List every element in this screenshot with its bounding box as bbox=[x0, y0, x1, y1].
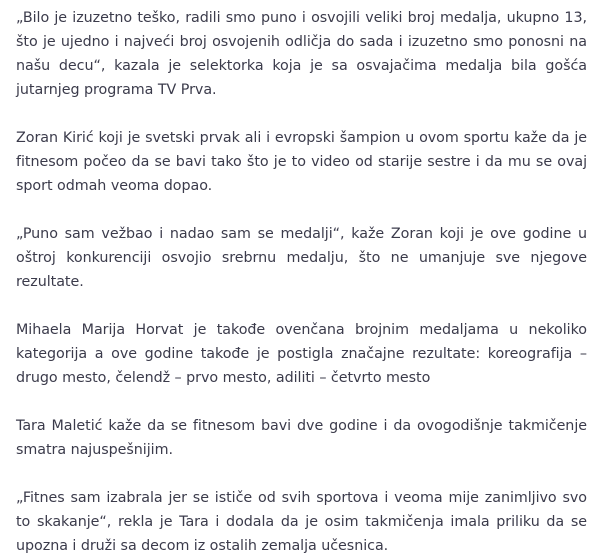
paragraph-mihaela-horvat: Mihaela Marija Horvat je takođe ovenčana brojnim medaljama u nekoliko kategorija a ove godine takođe je postigla značajne rezultate: koreografija – drugo mesto, čelendž – prvo mesto, adiliti – četvrto mesto bbox=[16, 322, 587, 386]
paragraph-tara-quote: „Fitnes sam izabrala jer se ističe od svih sportova i veoma mije zanimljivo svo to skakanje“, rekla je Tara i dodala da je osim takmičenja imala priliku da se upozna i druži sa decom iz ostalih zemalja učesnica. bbox=[16, 490, 587, 554]
paragraph-selector-quote: „Bilo je izuzetno teško, radili smo puno i osvojili veliki broj medalja, ukupno 13, što je ujedno i najveći broj osvojenih odličja do sada i izuzetno smo ponosni na našu decu“, kazala je selektorka koja je sa osvajačima medalja bila gošća jutarnjeg programa TV Prva. bbox=[16, 10, 587, 98]
paragraph-zoran-quote: „Puno sam vežbao i nadao sam se medalji“, kaže Zoran koji je ove godine u oštroj konkurenciji osvojio srebrnu medalju, što ne umanjuje sve njegove rezultate. bbox=[16, 226, 587, 290]
paragraph-zoran-kiric: Zoran Kirić koji je svetski prvak ali i evropski šampion u ovom sportu kaže da je fitnesom počeo da se bavi tako što je to video od starije sestre i da mu se ovaj sport odmah veoma dopao. bbox=[16, 130, 587, 194]
paragraph-tara-maletic: Tara Maletić kaže da se fitnesom bavi dve godine i da ovogodišnje takmičenje smatra najuspešnijim. bbox=[16, 418, 587, 458]
